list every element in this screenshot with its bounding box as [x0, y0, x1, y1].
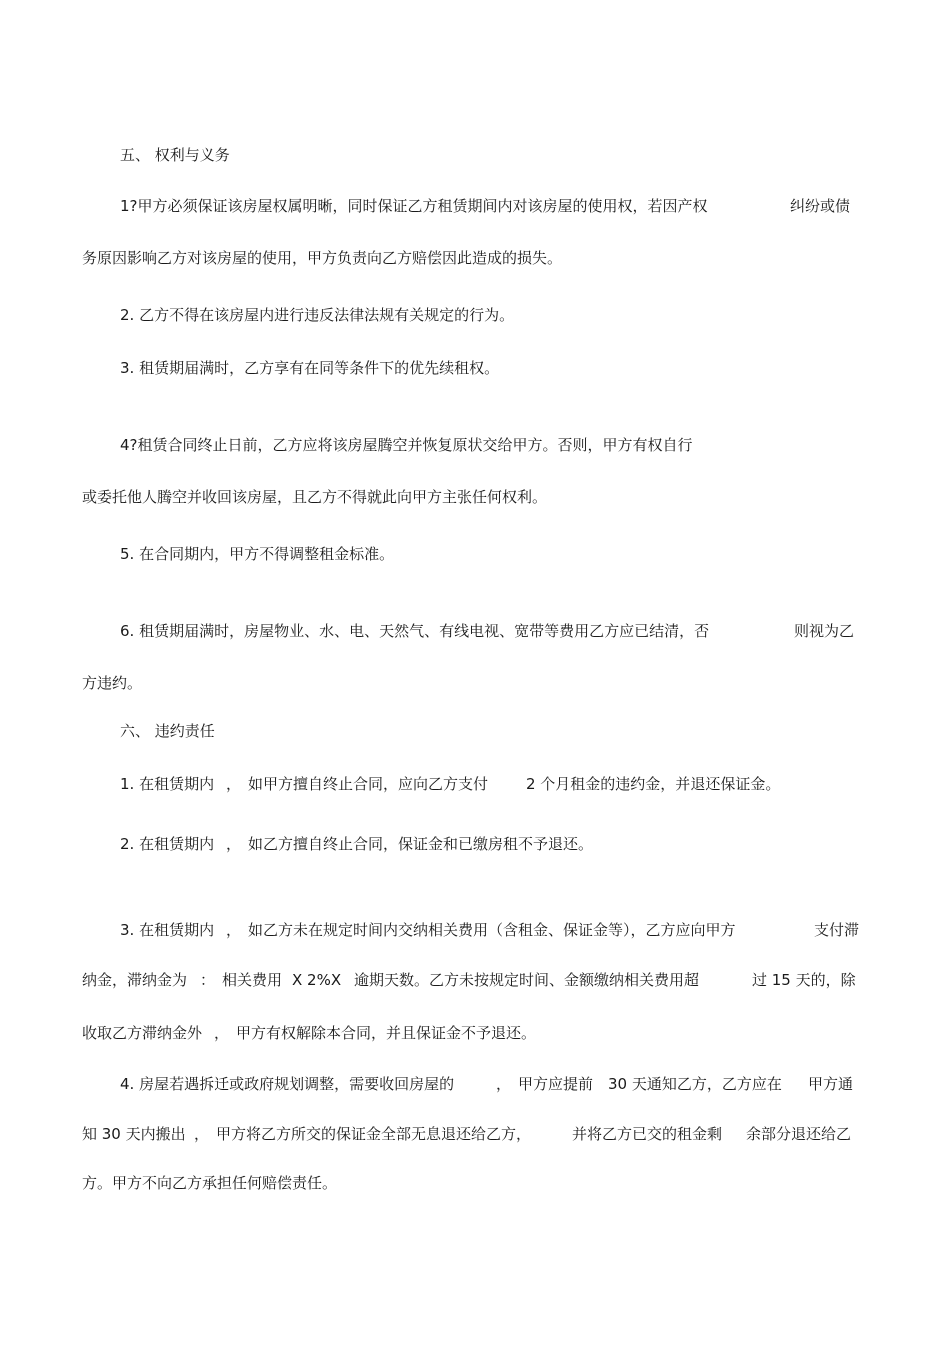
clause-6-3-line3-part1: 收取乙方滞纳金外 — [82, 1024, 203, 1042]
clause-6-2-part2: 如乙方擅自终止合同，保证金和已缴房租不予退还。 — [248, 835, 594, 853]
clause-5-4-line2: 或委托他人腾空并收回该房屋，且乙方不得就此向甲方主张任何权利。 — [82, 488, 548, 506]
clause-6-4-line2-part3: 并将乙方已交的租金剩 — [572, 1125, 723, 1143]
clause-5-6-line2: 方违约。 — [82, 674, 143, 692]
clause-5-1-line1-end: 纠纷或债 — [790, 197, 851, 215]
clause-6-3-line3-comma: ， — [214, 1024, 230, 1042]
clause-6-4-line2-comma: ， — [194, 1125, 210, 1143]
clause-6-3-line2-part2: 相关费用 — [222, 971, 283, 989]
clause-6-3-line1-part2: 如乙方未在规定时间内交纳相关费用（含租金、保证金等），乙方应向甲方 — [248, 921, 736, 939]
clause-6-3-line2-colon: ： — [200, 971, 216, 989]
clause-5-6-line1: 6. 租赁期届满时，房屋物业、水、电、天然气、有线电视、宽带等费用乙方应已结清，否 — [120, 622, 710, 640]
clause-6-4-line1-part3: 30 天通知乙方，乙方应在 — [608, 1075, 782, 1093]
clause-6-4-line1-part1: 4. 房屋若遇拆迁或政府规划调整，需要收回房屋的 — [120, 1075, 455, 1093]
clause-6-3-line1-end: 支付滞 — [814, 921, 860, 939]
clause-6-3-line1-comma: ， — [226, 921, 242, 939]
clause-6-3-line2-part1: 纳金，滞纳金为 — [82, 971, 188, 989]
clause-5-4-line1: 4?租赁合同终止日前，乙方应将该房屋腾空并恢复原状交给甲方。否则，甲方有权自行 — [120, 436, 693, 454]
clause-6-2-comma: ， — [226, 835, 242, 853]
clause-6-1-comma: ， — [226, 775, 242, 793]
clause-6-3-line2-formula: X 2%X — [292, 971, 342, 989]
clause-6-3-line2-part3: 逾期天数。乙方未按规定时间、金额缴纳相关费用超 — [354, 971, 700, 989]
clause-5-1-line1: 1?甲方必须保证该房屋权属明晰，同时保证乙方租赁期间内对该房屋的使用权，若因产权 — [120, 197, 708, 215]
clause-6-4-line3: 方。甲方不向乙方承担任何赔偿责任。 — [82, 1174, 338, 1192]
clause-5-3: 3. 租赁期届满时，乙方享有在同等条件下的优先续租权。 — [120, 359, 500, 377]
clause-5-2: 2. 乙方不得在该房屋内进行违反法律法规有关规定的行为。 — [120, 306, 515, 324]
clause-6-1-part3: 2 个月租金的违约金，并退还保证金。 — [526, 775, 781, 793]
clause-5-5: 5. 在合同期内，甲方不得调整租金标准。 — [120, 545, 395, 563]
clause-6-3-line2-end: 过 15 天的，除 — [752, 971, 856, 989]
clause-6-4-line2-part1: 知 30 天内搬出 — [82, 1125, 186, 1143]
section-five-heading: 五、 权利与义务 — [120, 146, 230, 164]
clause-6-4-line1-part2: 甲方应提前 — [518, 1075, 594, 1093]
section-six-heading: 六、 违约责任 — [120, 722, 215, 740]
clause-6-3-line1-part1: 3. 在租赁期内 — [120, 921, 215, 939]
clause-6-1-part2: 如甲方擅自终止合同，应向乙方支付 — [248, 775, 489, 793]
clause-6-4-line2-part2: 甲方将乙方所交的保证金全部无息退还给乙方， — [216, 1125, 532, 1143]
clause-6-1-part1: 1. 在租赁期内 — [120, 775, 215, 793]
clause-6-3-line3-part2: 甲方有权解除本合同，并且保证金不予退还。 — [236, 1024, 537, 1042]
clause-6-4-line2-end: 余部分退还给乙 — [746, 1125, 852, 1143]
clause-6-4-line1-comma: ， — [496, 1075, 512, 1093]
clause-5-6-line1-end: 则视为乙 — [794, 622, 855, 640]
clause-6-2-part1: 2. 在租赁期内 — [120, 835, 215, 853]
clause-6-4-line1-end: 甲方通 — [808, 1075, 854, 1093]
clause-5-1-line2: 务原因影响乙方对该房屋的使用，甲方负责向乙方赔偿因此造成的损失。 — [82, 249, 563, 267]
